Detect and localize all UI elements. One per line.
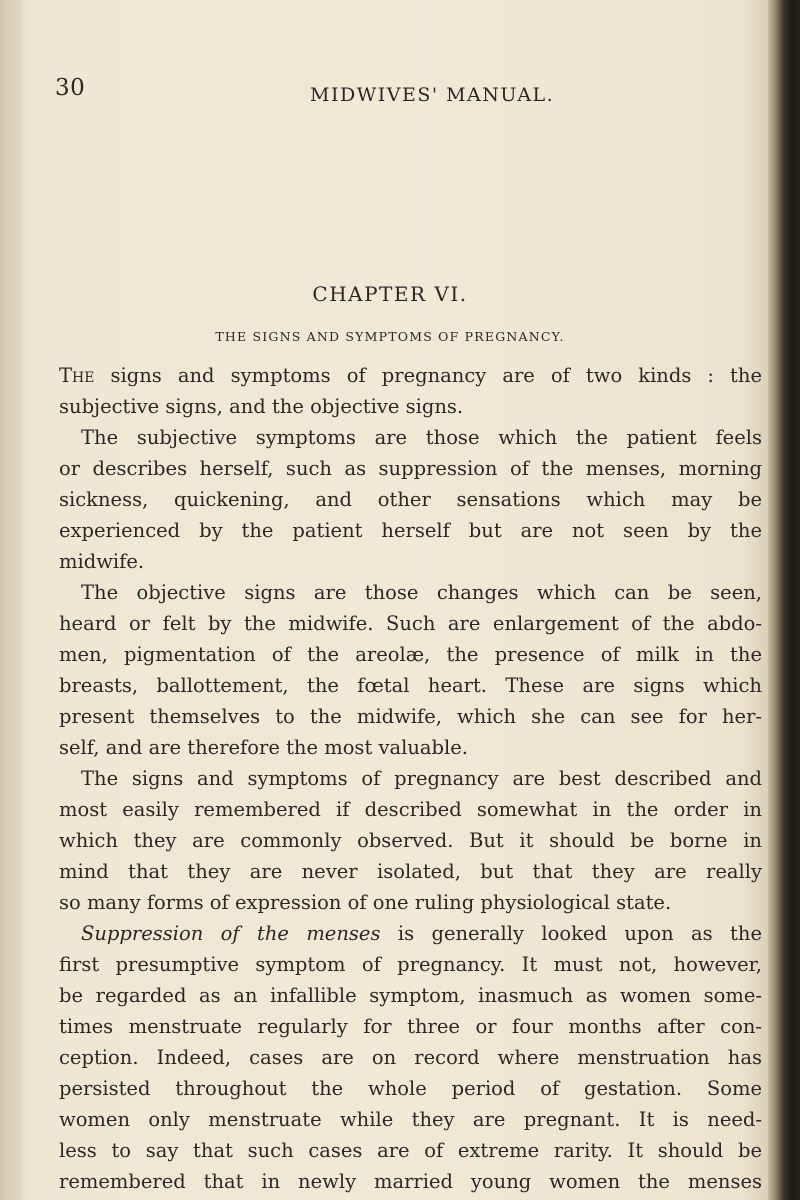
text-line: sickness, quickening, and other sensations which may be (59, 488, 762, 511)
chapter-title: CHAPTER VI. (312, 282, 468, 306)
text-line: times menstruate regularly for three or four months after con- (59, 1015, 762, 1038)
text-line: most easily remembered if described somewhat in the order in (59, 798, 762, 821)
text-line: less to say that such cases are of extreme rarity. It should be (59, 1139, 762, 1162)
text-line: mind that they are never isolated, but that they are really (59, 860, 762, 883)
text-line: women only menstruate while they are pregnant. It is need- (59, 1108, 762, 1131)
text-line: The subjective symptoms are those which the patient feels (81, 426, 762, 449)
text-line: ception. Indeed, cases are on record where menstruation has (59, 1046, 762, 1069)
body-text (59, 360, 762, 1197)
text-line: The objective signs are those changes which can be seen, (81, 581, 762, 604)
text-line: or describes herself, such as suppression of the menses, morning (59, 457, 762, 480)
text-line: Suppression of the menses is generally looked upon as the (81, 922, 762, 945)
text-line: persisted throughout the whole period of gestation. Some (59, 1077, 762, 1100)
text-line: first presumptive symptom of pregnancy. It must not, however, (59, 953, 762, 976)
text-line: heard or felt by the midwife. Such are enlargement of the abdo- (59, 612, 762, 635)
running-head: MIDWIVES' MANUAL. (310, 84, 555, 106)
text-line: The signs and symptoms of pregnancy are of two kinds : the (59, 364, 762, 387)
text-line: so many forms of expression of one ruling physiological state. (59, 891, 672, 914)
text-line: experienced by the patient herself but are not seen by the (59, 519, 762, 542)
chapter-subtitle: THE SIGNS AND SYMPTOMS OF PREGNANCY. (215, 329, 565, 344)
page-gutter-shadow (0, 0, 22, 1200)
text-line: men, pigmentation of the areolæ, the presence of milk in the (59, 643, 762, 666)
text-line: The signs and symptoms of pregnancy are best described and (81, 767, 762, 790)
text-line: self, and are therefore the most valuable. (59, 736, 468, 759)
text-line: be regarded as an infallible symptom, inasmuch as women some- (59, 984, 762, 1007)
text-line: breasts, ballottement, the fœtal heart. These are signs which (59, 674, 762, 697)
book-binding-edge (768, 0, 800, 1200)
text-line: remembered that in newly married young women the menses (59, 1170, 762, 1193)
text-line: which they are commonly observed. But it should be borne in (59, 829, 762, 852)
text-line: subjective signs, and the objective signs. (59, 395, 464, 418)
page-number: 30 (55, 75, 86, 101)
text-line: present themselves to the midwife, which she can see for her- (59, 705, 762, 728)
text-line: midwife. (59, 550, 145, 573)
